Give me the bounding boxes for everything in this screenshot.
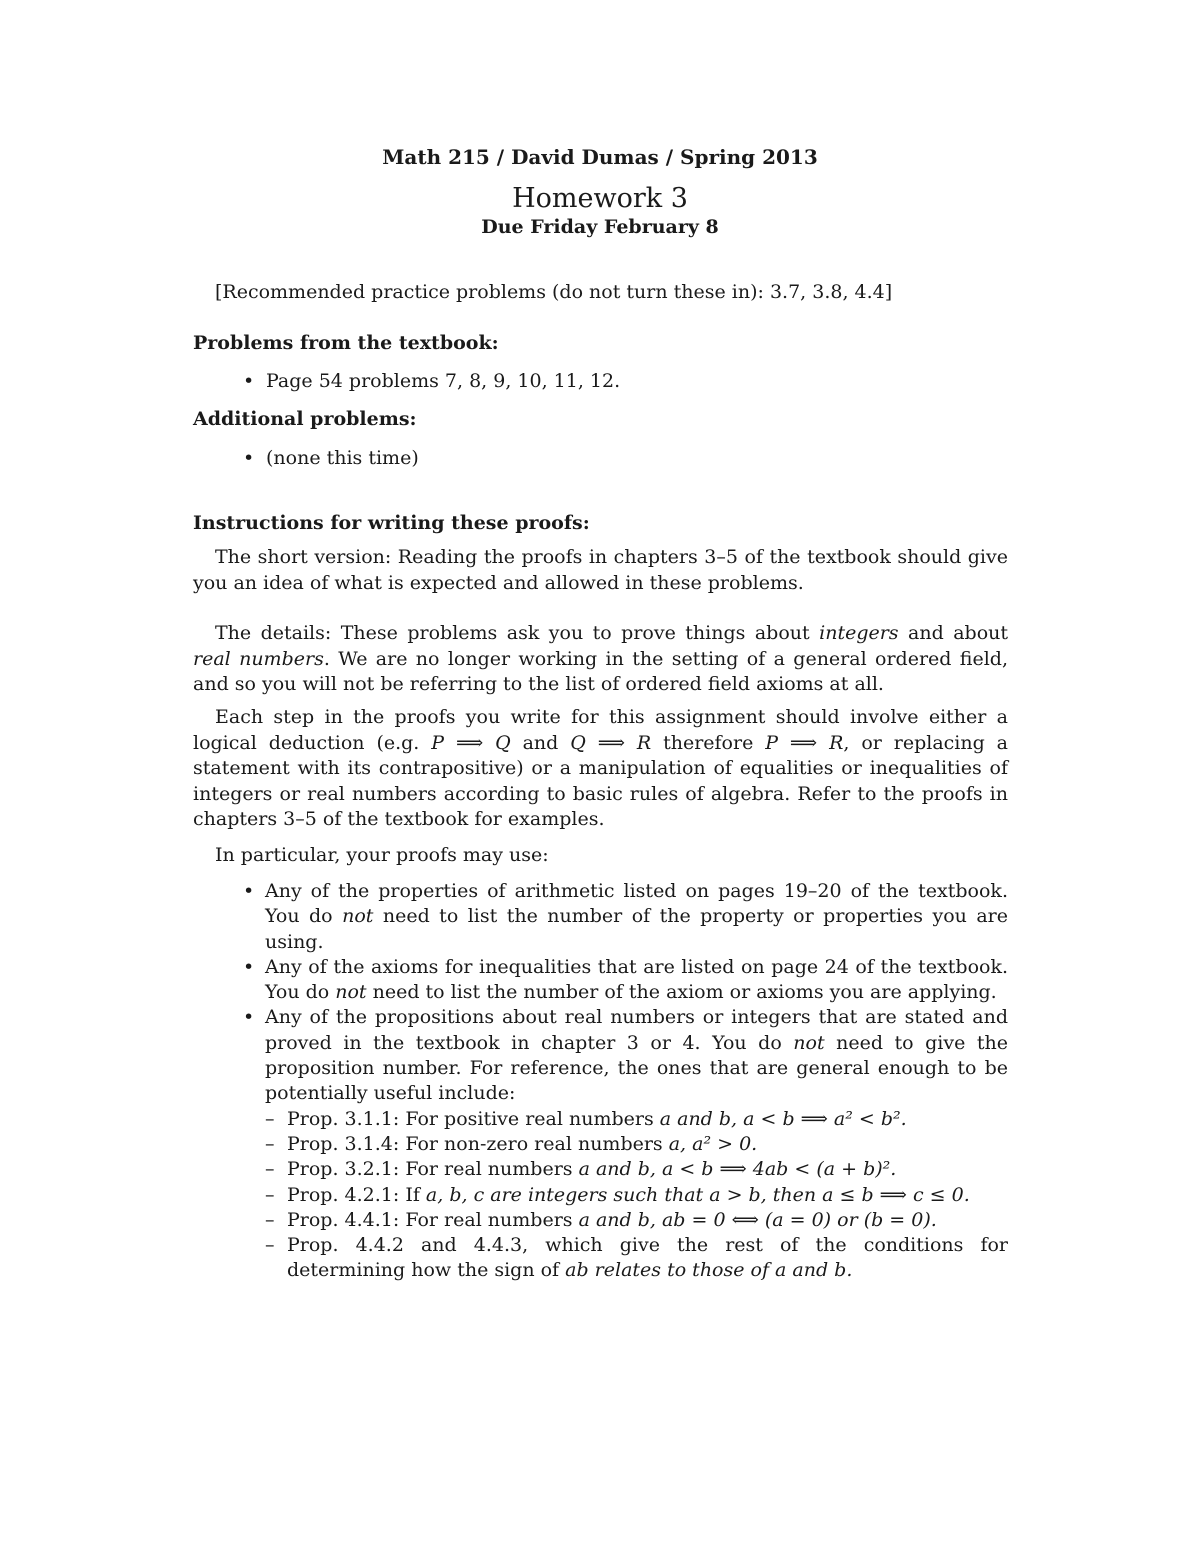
- each-step-text-2: and: [510, 731, 571, 754]
- details-paragraph: [193, 621, 1008, 698]
- page-title: Homework 3: [512, 183, 688, 214]
- recommended-problems: [Recommended practice problems (do not turn these in): 3.7, 3.8, 4.4]: [215, 281, 893, 303]
- proposition-label: Prop. 3.1.4: For non-zero real numbers: [287, 1132, 669, 1155]
- list-item-text: Any of the axioms for inequalities that are listed on page 24 of the textbook. You do: [265, 955, 1008, 1004]
- each-step-paragraph: [193, 705, 1008, 833]
- list-item-text: need to list the number of the property or properties you are using.: [265, 905, 1008, 953]
- each-step-math-2: Q ⟹ R: [570, 731, 652, 754]
- additional-item: [243, 447, 419, 469]
- proposition-math: a and b, ab = 0 ⟺ (a = 0) or (b = 0).: [578, 1208, 937, 1231]
- list-item-text: need to list the number of the axiom or axioms you are applying.: [366, 981, 997, 1004]
- list-item: [243, 879, 1008, 955]
- allowed-uses-list: [243, 879, 1008, 1284]
- textbook-item-text: Page 54 problems 7, 8, 9, 10, 11, 12.: [266, 370, 621, 392]
- short-version-paragraph: The short version: Reading the proofs in chapters 3–5 of the textbook should give you an idea of what is expected and allowed in these problems.: [193, 546, 1008, 594]
- due-date: Due Friday February 8: [481, 216, 719, 238]
- textbook-heading: Problems from the textbook:: [193, 332, 499, 354]
- proposition-math: a, a² > 0.: [668, 1132, 758, 1155]
- details-emphasis-real-numbers: real numbers: [193, 647, 324, 670]
- course-line: Math 215 / David Dumas / Spring 2013: [382, 145, 818, 169]
- propositions-list: [265, 1107, 1008, 1284]
- list-item-text: need to give the proposition number. For reference, the ones that are general enough to be potentially useful include:: [265, 1031, 1008, 1105]
- details-text-3: . We are no longer working in the setting of a general ordered field, and so you will not be referring to the list of ordered field axioms at all.: [193, 647, 1008, 695]
- proposition-label: Prop. 4.2.1: If: [287, 1183, 426, 1206]
- list-item-text: Any of the properties of arithmetic listed on pages 19–20 of the textbook. You do: [265, 880, 1008, 928]
- list-item: [243, 955, 1008, 1006]
- proposition-item: [265, 1107, 1008, 1132]
- details-text-1: The details: These problems ask you to prove things about: [215, 622, 820, 644]
- proposition-math: a, b, c are integers such that a > b, then a ≤ b ⟹ c ≤ 0.: [425, 1183, 970, 1206]
- proposition-item: [265, 1157, 1008, 1182]
- list-item-emphasis: not: [335, 981, 367, 1004]
- proposition-item: [265, 1132, 1008, 1157]
- proposition-math: ab relates to those of a and b.: [565, 1259, 853, 1282]
- proposition-item: [265, 1183, 1008, 1208]
- bullet-icon: •: [243, 370, 255, 392]
- proposition-math: a and b, a < b ⟹ 4ab < (a + b)².: [578, 1158, 897, 1181]
- proposition-item: [265, 1208, 1008, 1233]
- list-item-emphasis: not: [342, 905, 374, 928]
- additional-heading: Additional problems:: [193, 408, 417, 430]
- list-item-emphasis: not: [793, 1031, 825, 1054]
- bullet-icon: •: [243, 447, 255, 469]
- each-step-text-1: Each step in the proofs you write for this assignment should involve either a logical deduction (e.g.: [193, 706, 1008, 754]
- in-particular-paragraph: In particular, your proofs may use:: [215, 844, 549, 866]
- list-item-text: Any of the propositions about real numbers or integers that are stated and proved in the textbook in chapter 3 or 4. You do: [265, 1006, 1008, 1054]
- details-text-2: and about: [898, 622, 1009, 644]
- proposition-math: a and b, a < b ⟹ a² < b².: [659, 1107, 907, 1130]
- each-step-math-3: P ⟹ R: [765, 731, 844, 754]
- each-step-text-3: therefore: [651, 731, 766, 754]
- proposition-label: Prop. 4.4.2 and 4.4.3, which give the rest of the conditions for determining how the sign of: [287, 1234, 1008, 1282]
- each-step-text-4: , or replacing a statement with its contrapositive) or a manipulation of equalities or inequalities of integers or real numbers according to basic rules of algebra. Refer to the proofs in chapters 3–5 of the textbook for examples.: [193, 731, 1008, 830]
- proposition-label: Prop. 4.4.1: For real numbers: [287, 1208, 579, 1231]
- additional-item-text: (none this time): [266, 447, 419, 469]
- list-item: [243, 1005, 1008, 1283]
- proposition-item: [265, 1233, 1008, 1284]
- instructions-heading: Instructions for writing these proofs:: [193, 512, 590, 534]
- proposition-label: Prop. 3.2.1: For real numbers: [287, 1158, 579, 1181]
- each-step-math-1: P ⟹ Q: [431, 731, 511, 754]
- textbook-item: [243, 370, 620, 392]
- details-emphasis-integers: integers: [819, 622, 899, 644]
- proposition-label: Prop. 3.1.1: For positive real numbers: [287, 1107, 660, 1130]
